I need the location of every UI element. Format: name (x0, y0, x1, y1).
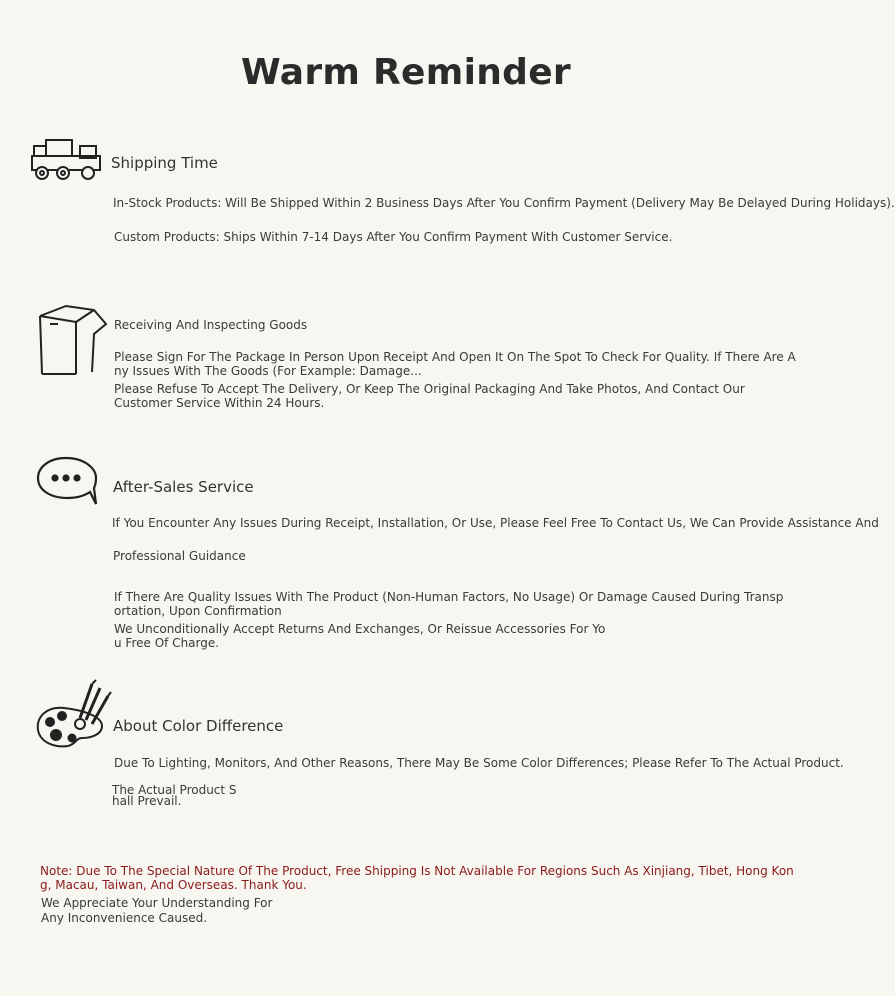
color-prevail-line1: The Actual Product S (112, 783, 237, 797)
palette-icon (36, 680, 112, 750)
aftersales-contact-text: If You Encounter Any Issues During Receipt, Installation, Or Use, Please Feel Free To Contact Us, We Can Provide Assistance And (112, 516, 879, 530)
shipping-note-line2: g, Macau, Taiwan, And Overseas. Thank You. (40, 878, 307, 892)
page-title: Warm Reminder (241, 52, 571, 93)
aftersales-para2-line2: u Free Of Charge. (114, 636, 220, 650)
receiving-para2-line1: Please Refuse To Accept The Delivery, Or Keep The Original Packaging And Take Photos, And Contact Our (114, 382, 745, 396)
truck-icon (30, 138, 104, 184)
color-reason-text: Due To Lighting, Monitors, And Other Reasons, There May Be Some Color Differences; Please Refer To The Actual Product. (114, 756, 844, 770)
aftersales-para2-line1: We Unconditionally Accept Returns And Exchanges, Or Reissue Accessories For Yo (114, 622, 606, 636)
receiving-para1-line2: ny Issues With The Goods (For Example: Damage... (114, 364, 422, 378)
receiving-heading: Receiving And Inspecting Goods (114, 318, 308, 332)
receiving-para1-line1: Please Sign For The Package In Person Upon Receipt And Open It On The Spot To Check For Quality. If There Are A (114, 350, 796, 364)
shipping-note-line1: Note: Due To The Special Nature Of The Product, Free Shipping Is Not Available For Regions Such As Xinjiang, Tibet, Hong Kon (40, 864, 794, 878)
appreciation-line2: Any Inconvenience Caused. (41, 911, 208, 925)
aftersales-guidance-text: Professional Guidance (113, 549, 246, 563)
chat-bubble-icon (36, 456, 100, 508)
aftersales-para1-line1: If There Are Quality Issues With The Product (Non-Human Factors, No Usage) Or Damage Caused During Transp (114, 590, 784, 604)
receiving-para2-line2: Customer Service Within 24 Hours. (114, 396, 325, 410)
color-prevail-line2: hall Prevail. (112, 794, 182, 808)
color-heading: About Color Difference (113, 717, 284, 735)
package-box-icon (36, 302, 108, 378)
aftersales-heading: After-Sales Service (113, 478, 254, 496)
aftersales-para1-line2: ortation, Upon Confirmation (114, 604, 282, 618)
shipping-instock-text: In-Stock Products: Will Be Shipped Within 2 Business Days After You Confirm Payment (Delivery May Be Delayed During Holidays). (113, 196, 895, 210)
shipping-heading: Shipping Time (111, 154, 218, 172)
appreciation-line1: We Appreciate Your Understanding For (41, 896, 273, 910)
shipping-custom-text: Custom Products: Ships Within 7-14 Days After You Confirm Payment With Customer Service. (114, 230, 673, 244)
